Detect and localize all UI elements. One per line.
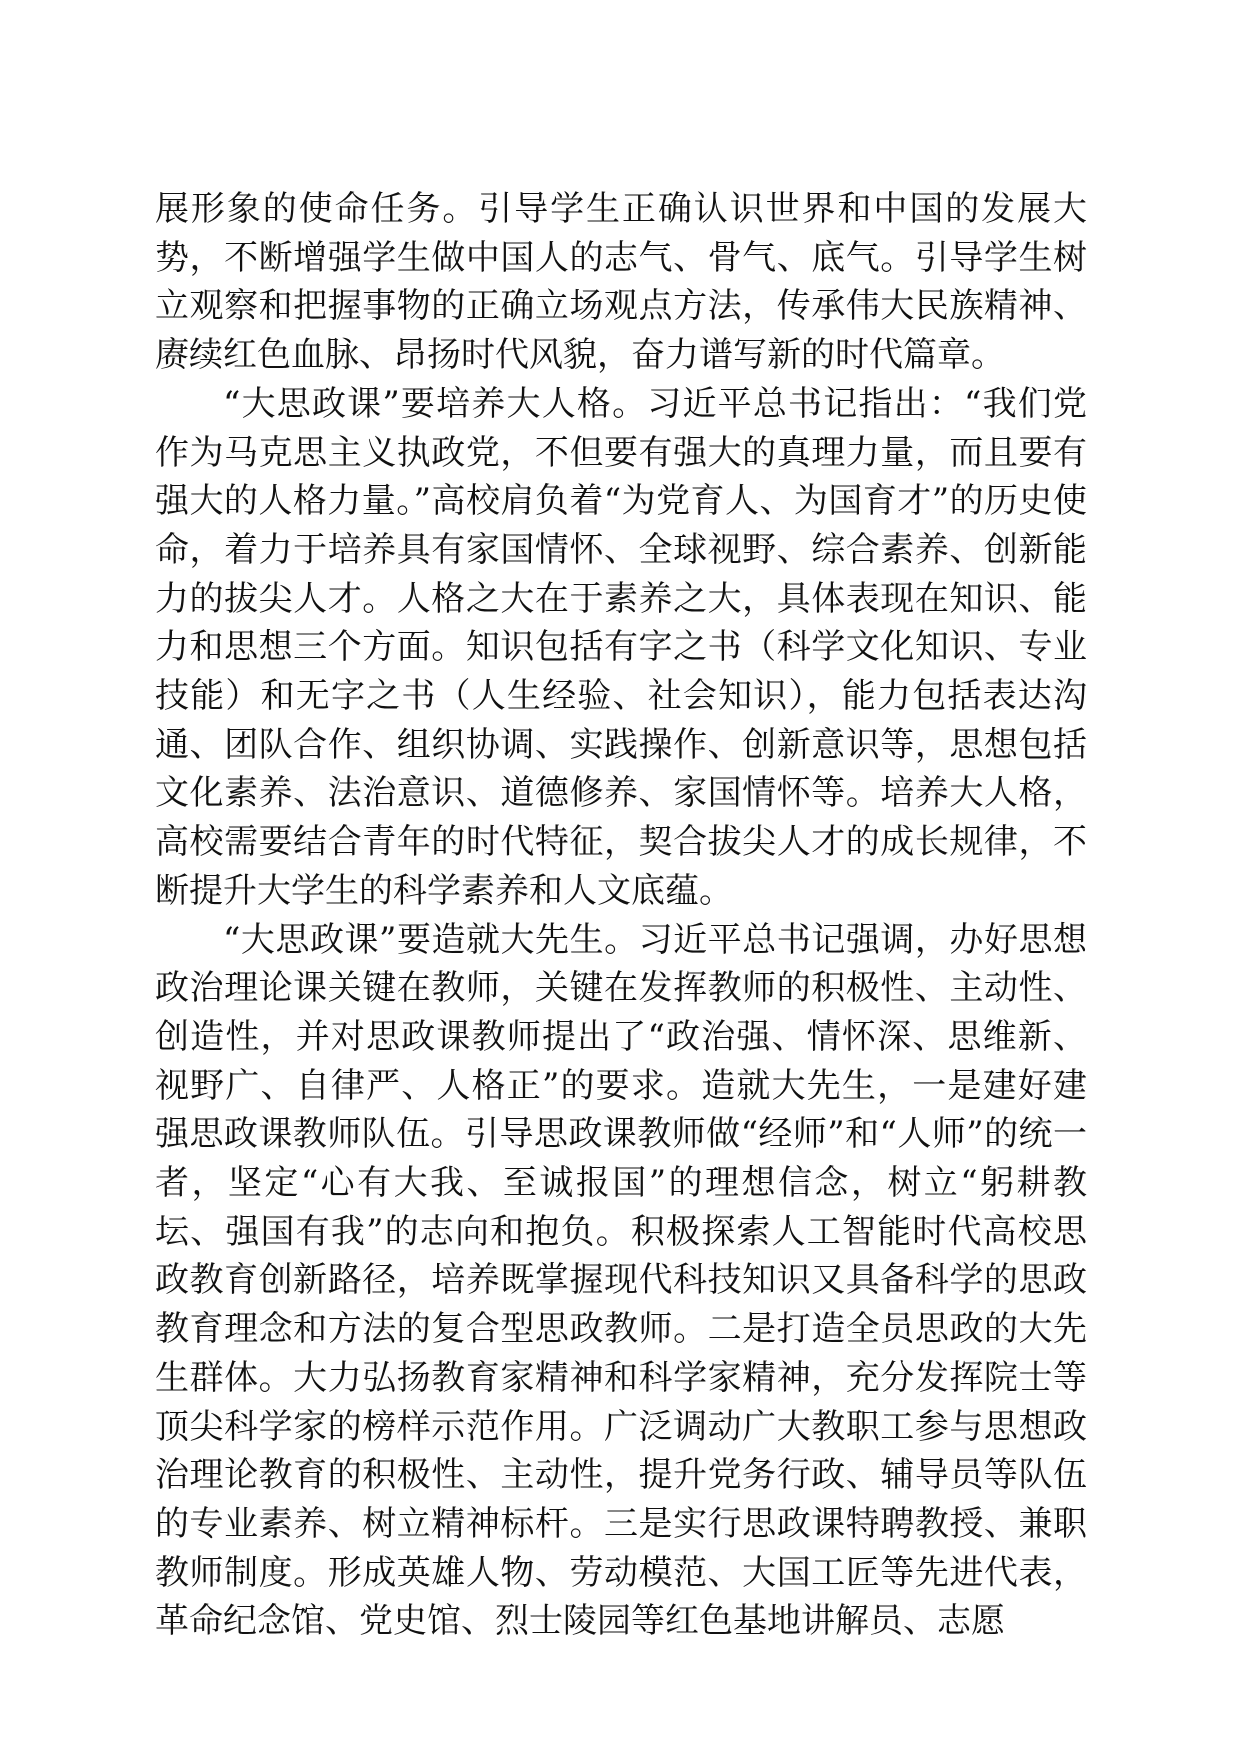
paragraph-cultivate-personality: “大思政课”要培养大人格。习近平总书记指出：“我们党作为马克思主义执政党，不但要有强大的真理力量，而且要有强大的人格力量。”高校肩负着“为党育人、为国育才”的历史使命，着力于培养具有家国情怀、全球视野、综合素养、创新能力的拔尖人才。人格之大在于素养之大，具体表现在知识、能力和思想三个方面。知识包括有字之书（科学文化知识、专业技能）和无字之书（人生经验、社会知识），能力包括表达沟通、团队合作、组织协调、实践操作、创新意识等，思想包括文化素养、法治意识、道德修养、家国情怀等。培养大人格，高校需要结合青年的时代特征，契合拔尖人才的成长规律，不断提升大学生的科学素养和人文底蕴。 [155, 383, 1087, 911]
paragraph-great-teachers: “大思政课”要造就大先生。习近平总书记强调，办好思想政治理论课关键在教师，关键在发挥教师的积极性、主动性、创造性，并对思政课教师提出了“政治强、情怀深、思维新、视野广、自律严、人格正”的要求。造就大先生，一是建好建强思政课教师队伍。引导思政课教师做“经师”和“人师”的统一者，坚定“心有大我、至诚报国”的理想信念，树立“躬耕教坛、强国有我”的志向和抱负。积极探索人工智能时代高校思政教育创新路径，培养既掌握现代科技知识又具备科学的思政教育理念和方法的复合型思政教师。二是打造全员思政的大先生群体。大力弘扬教育家精神和科学家精神，充分发挥院士等顶尖科学家的榜样示范作用。广泛调动广大教职工参与思想政治理论教育的积极性、主动性，提升党务行政、辅导员等队伍的专业素养、树立精神标杆。三是实行思政课特聘教授、兼职教师制度。形成英雄人物、劳动模范、大国工匠等先进代表，革命纪念馆、党史馆、烈士陵园等红色基地讲解员、志愿 [155, 919, 1087, 1642]
paragraph-intro-continuation: 展形象的使命任务。引导学生正确认识世界和中国的发展大势，不断增强学生做中国人的志气、骨气、底气。引导学生树立观察和把握事物的正确立场观点方法，传承伟大民族精神、赓续红色血脉、昂扬时代风貌，奋力谱写新的时代篇章。 [155, 189, 1087, 376]
document-page [155, 185, 1087, 1646]
